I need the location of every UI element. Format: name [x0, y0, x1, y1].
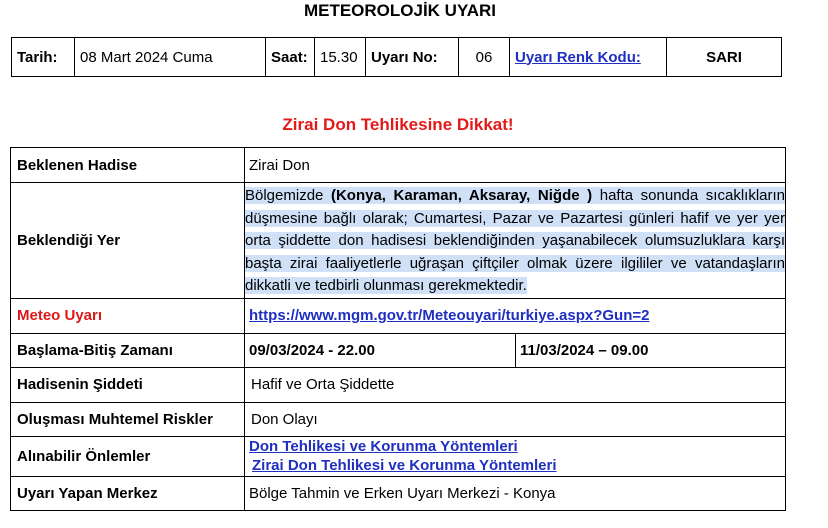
issuing-center-value: Bölge Tahmin ve Erken Uyarı Merkezi - Konya — [245, 476, 786, 510]
severity-value: Hafif ve Orta Şiddette — [245, 367, 786, 402]
table-row — [11, 298, 786, 333]
expected-place-label: Beklendiği Yer — [11, 183, 245, 299]
meteo-warning-cell — [245, 298, 786, 333]
measures-link-frost[interactable]: Don Tehlikesi ve Korunma Yöntemleri — [249, 438, 518, 455]
table-row — [11, 436, 786, 476]
table-row — [11, 476, 786, 510]
table-row — [11, 183, 786, 299]
measures-cell — [245, 436, 786, 476]
color-code-link[interactable]: Uyarı Renk Kodu: — [515, 48, 641, 66]
end-time-value: 11/03/2024 – 09.00 — [516, 333, 786, 367]
meteo-warning-link[interactable]: https://www.mgm.gov.tr/Meteouyari/turkiye.aspx?Gun=2 — [249, 307, 650, 324]
expected-place-cell — [245, 183, 786, 299]
table-row — [11, 333, 786, 367]
time-value: 15.30 — [315, 38, 366, 77]
alert-details-table — [10, 147, 786, 511]
warning-no-label: Uyarı No: — [366, 38, 459, 77]
start-end-time-label: Başlama-Bitiş Zamanı — [11, 333, 245, 367]
description-regions: (Konya, Karaman, Aksaray, Niğde ) — [330, 187, 593, 204]
document-title: METEOROLOJİK UYARI — [303, 1, 497, 20]
issuing-center-label: Uyarı Yapan Merkez — [11, 476, 245, 510]
color-code-cell — [510, 38, 667, 77]
expected-place-description — [245, 183, 785, 298]
description-text-prefix: Bölgemizde — [245, 187, 331, 204]
severity-label: Hadisenin Şiddeti — [11, 367, 245, 402]
warning-no-value: 06 — [459, 38, 510, 77]
measures-link-agricultural-frost[interactable]: Zirai Don Tehlikesi ve Korunma Yöntemleri — [252, 457, 557, 474]
alert-subtitle: Zirai Don Tehlikesine Dikkat! — [282, 115, 514, 134]
table-row — [11, 402, 786, 436]
header-info-table — [11, 37, 782, 77]
time-label: Saat: — [266, 38, 315, 77]
start-time-value: 09/03/2024 - 22.00 — [245, 333, 516, 367]
date-label: Tarih: — [12, 38, 75, 77]
date-value: 08 Mart 2024 Cuma — [75, 38, 266, 77]
risks-label: Oluşması Muhtemel Riskler — [11, 402, 245, 436]
table-row — [11, 367, 786, 402]
measures-label: Alınabilir Önlemler — [11, 436, 245, 476]
meteo-warning-label: Meteo Uyarı — [11, 298, 245, 333]
description-text-body: hafta sonunda sıcaklıkların düşmesine bağlı olarak; Cumartesi, Pazar ve Pazartesi günleri hafif ve yer yer orta şiddette don hadisesi beklendiğinden yaşanabilecek olumsuzluklara karşı başta zirai faaliyetlerle uğraşan çiftçiler olmak üzere ilgililer ve vatandaşların dikkatli ve tedbirli olunması gerekmektedir. — [245, 187, 785, 294]
expected-event-value: Zirai Don — [245, 148, 786, 183]
color-code-value: SARI — [667, 38, 782, 77]
table-row — [11, 148, 786, 183]
expected-event-label: Beklenen Hadise — [11, 148, 245, 183]
risks-value: Don Olayı — [245, 402, 786, 436]
